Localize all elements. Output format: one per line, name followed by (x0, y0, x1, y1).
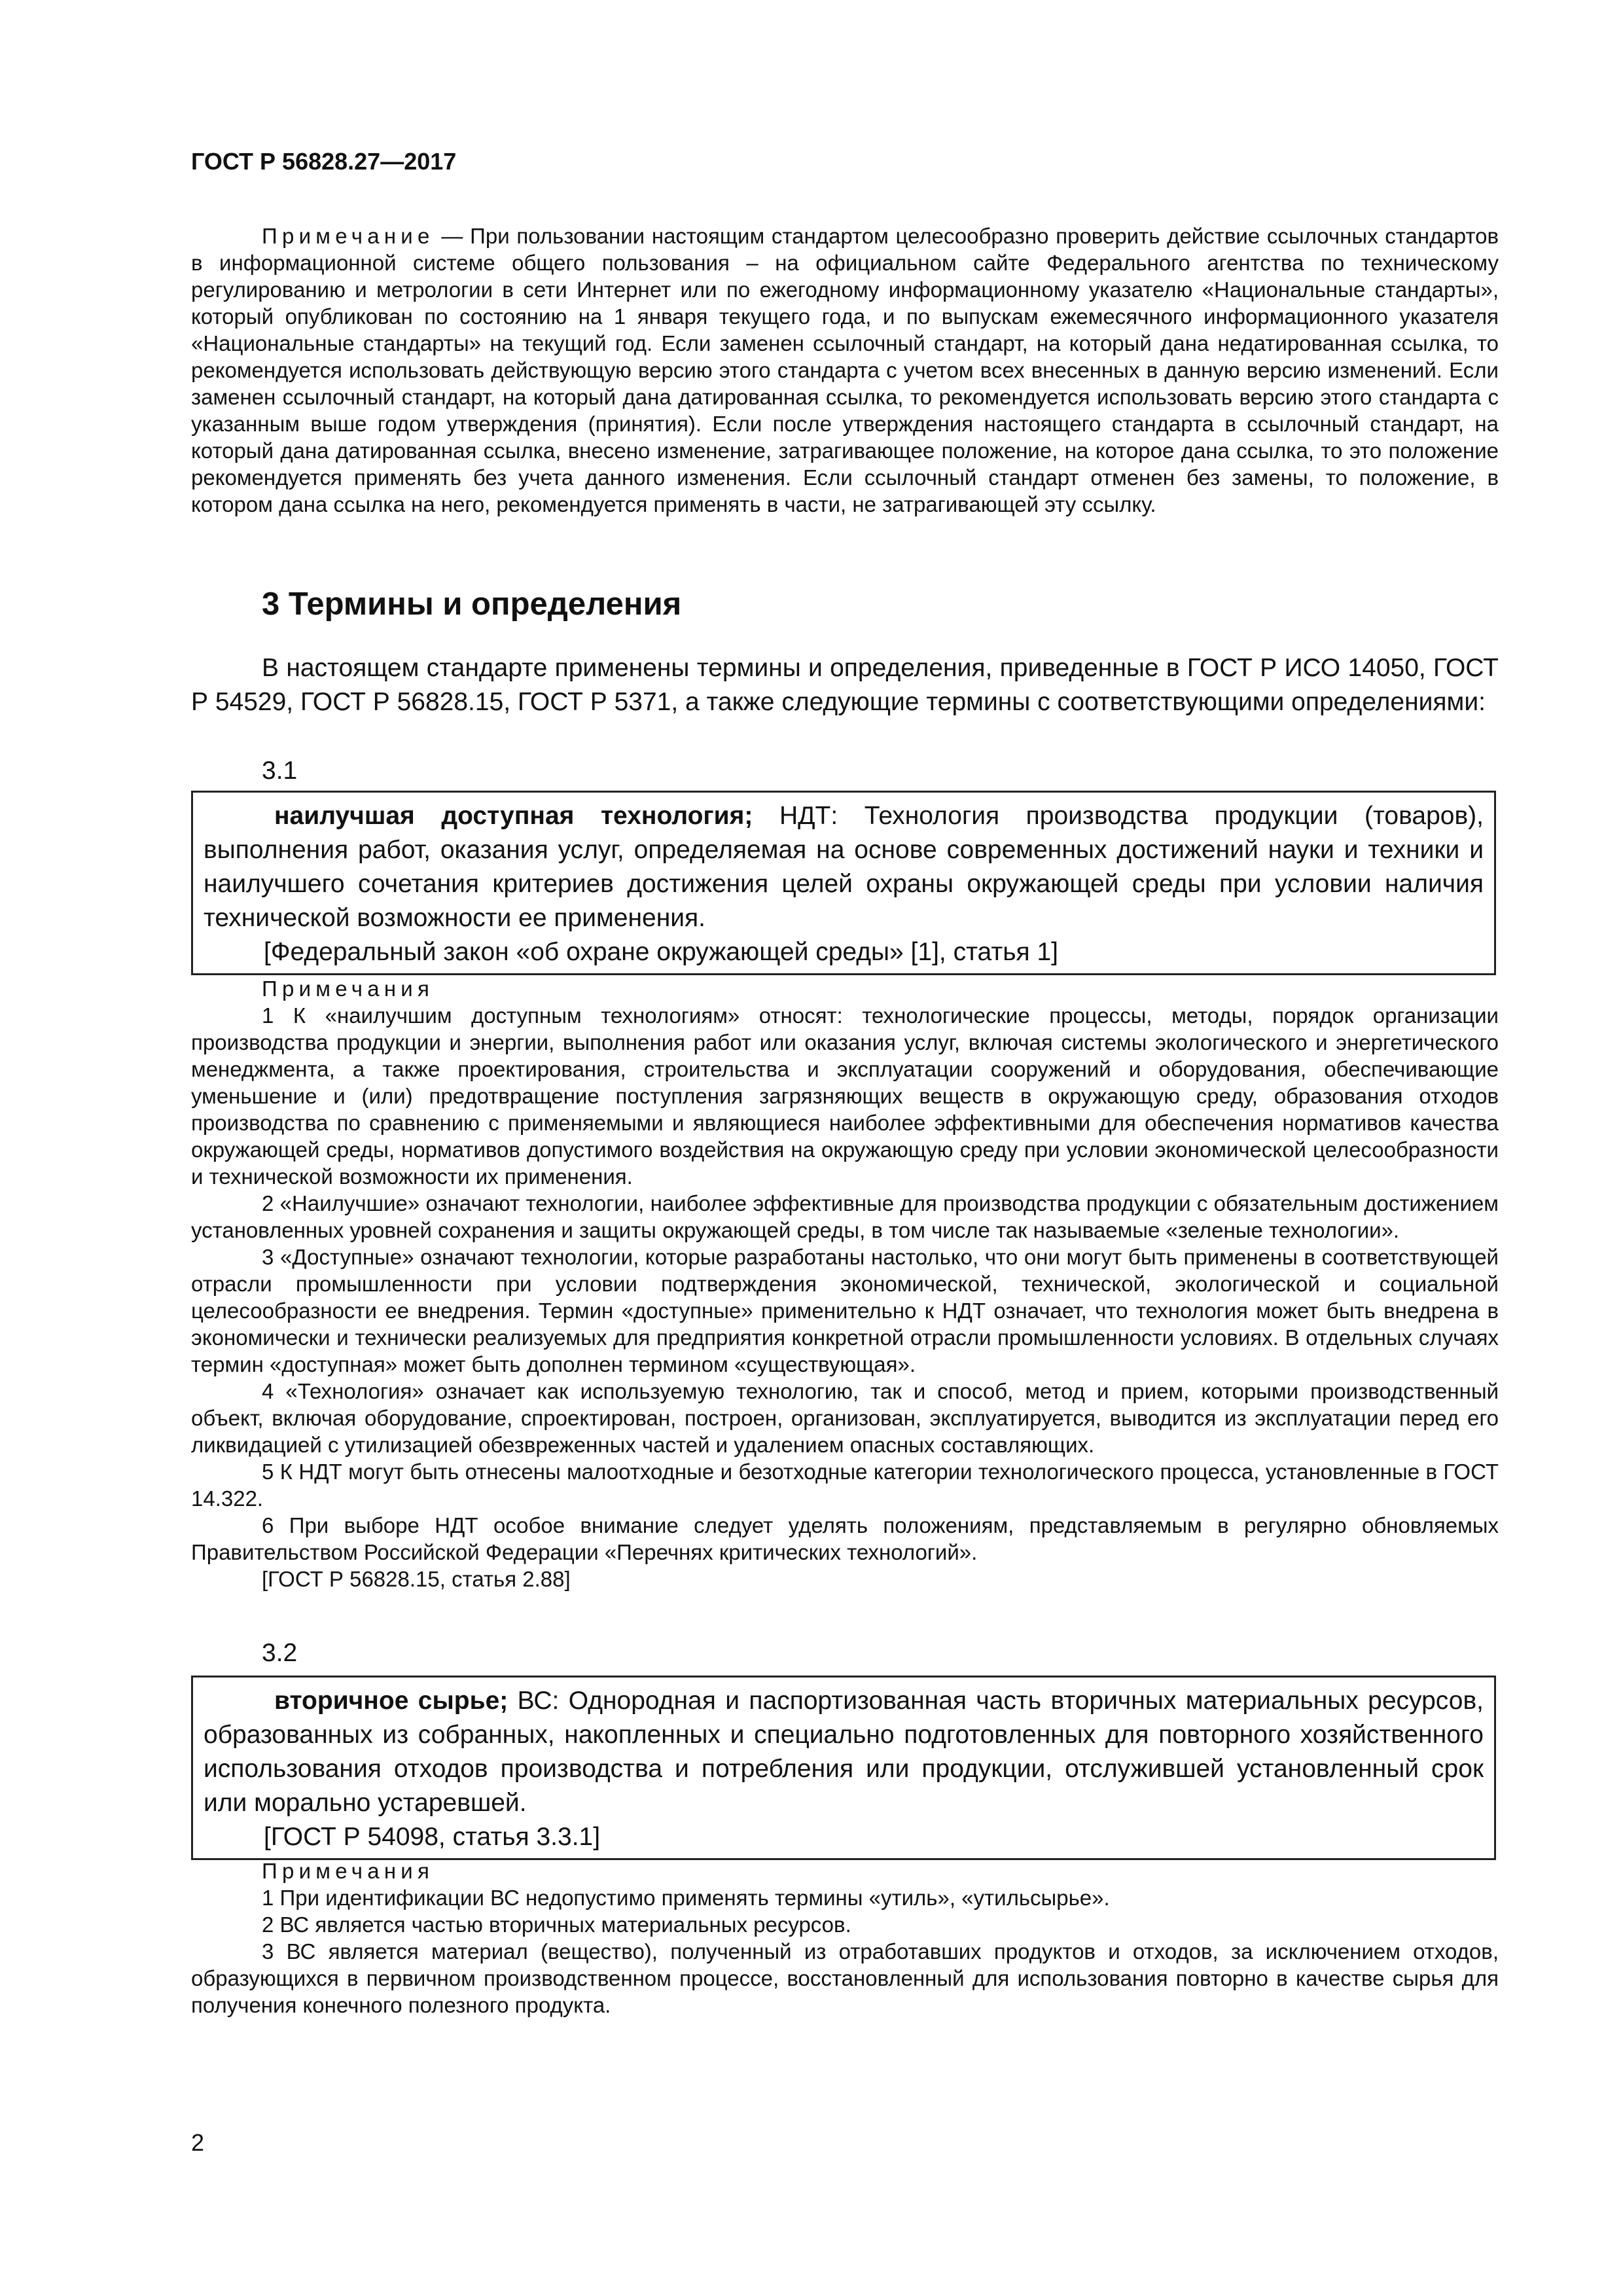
section-intro: В настоящем стандарте применены термины и определения, приведенные в ГОСТ Р ИСО 14050, ГОСТ Р 54529, ГОСТ Р 56828.15, ГОСТ Р 5371, а также следующие термины с соответствующими определениями: (191, 654, 1499, 716)
term-notes (191, 1857, 1499, 2018)
term-definition: НДТ: Технология производства продукции (товаров), выполнения работ, оказания услуг, определяемая на основе современных достижений науки и техники и наилучшего сочетания критериев достижения целей охраны окружающей среды при условии наличия технической возможности ее применения. (204, 802, 1484, 932)
term-source: [Федеральный закон «об охране окружающей среды» [1], статья 1] (264, 938, 1059, 966)
note-item: 4 «Технология» означает как используемую технологию, так и способ, метод и прием, которыми производственный объект, включая оборудование, спроектирован, построен, организован, эксплуатируется, выводится из эксплуатации перед его ликвидацией с утилизацией обезвреженных частей и удалением опасных составляющих. (191, 1379, 1499, 1457)
note-text: — При пользовании настоящим стандартом целесообразно проверить действие ссылочных стандартов в информационной системе общего пользования – на официальном сайте Федерального агентства по техническому регулированию и метрологии в сети Интернет или по ежегодному информационному указателю «Национальные стандарты», который опубликован по состоянию на 1 января текущего года, и по выпускам ежемесячного информационного указателя «Национальные стандарты» на текущий год. Если заменен ссылочный стандарт, на который дана недатированная ссылка, то рекомендуется использовать действующую версию этого стандарта с учетом всех внесенных в данную версию изменений. Если заменен ссылочный стандарт, на который дана датированная ссылка, то рекомендуется использовать версию этого стандарта с указанным выше годом утверждения (принятия). Если после утверждения настоящего стандарта в ссылочный стандарт, на который дана датированная ссылка, внесено изменение, затрагивающее положение, на которое дана ссылка, то это положение рекомендуется применять без учета данного изменения. Если ссылочный стандарт отменен без замены, то положение, в котором дана ссылка на него, рекомендуется применять в части, не затрагивающей эту ссылку. (191, 224, 1499, 516)
note-item: 5 К НДТ могут быть отнесены малоотходные и безотходные категории технологического процесса, установленные в ГОСТ 14.322. (191, 1460, 1499, 1511)
reference-note (191, 223, 1499, 518)
note-item: 3 «Доступные» означают технологии, которые разработаны настолько, что они могут быть применены в соответствующей отрасли промышленности при условии подтверждения экономической, технической, экологической и социальной целесообразности ее внедрения. Термин «доступные» применительно к НДТ означает, что технология может быть внедрена в экономически и технически реализуемых для предприятия конкретной отрасли промышленности условиях. В отдельных случаях термин «доступная» может быть дополнен термином «существующая». (191, 1245, 1499, 1376)
term-text (204, 799, 1484, 935)
note-item: 2 ВС является частью вторичных материальных ресурсов. (262, 1912, 851, 1937)
term-definition-box (191, 1676, 1496, 1860)
note-item: 1 К «наилучшим доступным технологиям» относят: технологические процессы, методы, порядок организации производства продукции и энергии, выполнения работ или оказания услуг, включая системы экологического и энергетического менеджмента, а также проектирования, строительства и эксплуатации сооружений и оборудования, обеспечивающие уменьшение и (или) предотвращение поступления загрязняющих веществ в окружающую среду, образования отходов производства по сравнению с применяемыми и являющиеся наиболее эффективными для обеспечения нормативов качества окружающей среды, нормативов допустимого воздействия на окружающую среду при условии экономической целесообразности и технической возможности их применения. (191, 1003, 1499, 1189)
term-text (204, 1684, 1484, 1820)
term-definition-box (191, 791, 1496, 975)
notes-label: Примечания (262, 1859, 435, 1883)
note-label: Примечание (262, 224, 435, 248)
term-number: 3.2 (262, 1639, 298, 1667)
term-name: вторичное сырье; (274, 1687, 508, 1715)
term-name: наилучшая доступная технология; (274, 802, 753, 830)
note-item: 2 «Наилучшие» означают технологии, наиболее эффективные для производства продукции с обязательным достижением установленных уровней сохранения и защиты окружающей среды, в том числе так называемые «зеленые технологии». (191, 1191, 1499, 1242)
note-item: 6 При выборе НДТ особое внимание следует уделять положениям, представляемым в регулярно обновляемых Правительством Российской Федерации «Перечнях критических технологий». (191, 1513, 1499, 1564)
page-number: 2 (191, 2129, 205, 2156)
term-number: 3.1 (262, 757, 298, 785)
notes-label: Примечания (262, 977, 435, 1001)
term-definition: ВС: Однородная и паспортизованная часть вторичных материальных ресурсов, образованных из собранных, накопленных и специально подготовленных для повторного хозяйственного использования отходов производства и потребления или продукции, отслужившей установленный срок или морально устаревшей. (204, 1687, 1484, 1817)
term-notes (191, 975, 1499, 1592)
term-source: [ГОСТ Р 54098, статья 3.3.1] (264, 1823, 601, 1851)
note-item: 3 ВС является материал (вещество), полученный из отработавших продуктов и отходов, за исключением отходов, образующихся в первичном производственном процессе, восстановленный для использования повторно в качестве сырья для получения конечного полезного продукта. (191, 1939, 1499, 2017)
notes-source: [ГОСТ Р 56828.15, статья 2.88] (262, 1567, 571, 1591)
section-title: 3 Термины и определения (262, 586, 682, 622)
standard-number: ГОСТ Р 56828.27—2017 (191, 148, 457, 175)
note-item: 1 При идентификации ВС недопустимо применять термины «утиль», «утильсырье». (262, 1886, 1110, 1910)
